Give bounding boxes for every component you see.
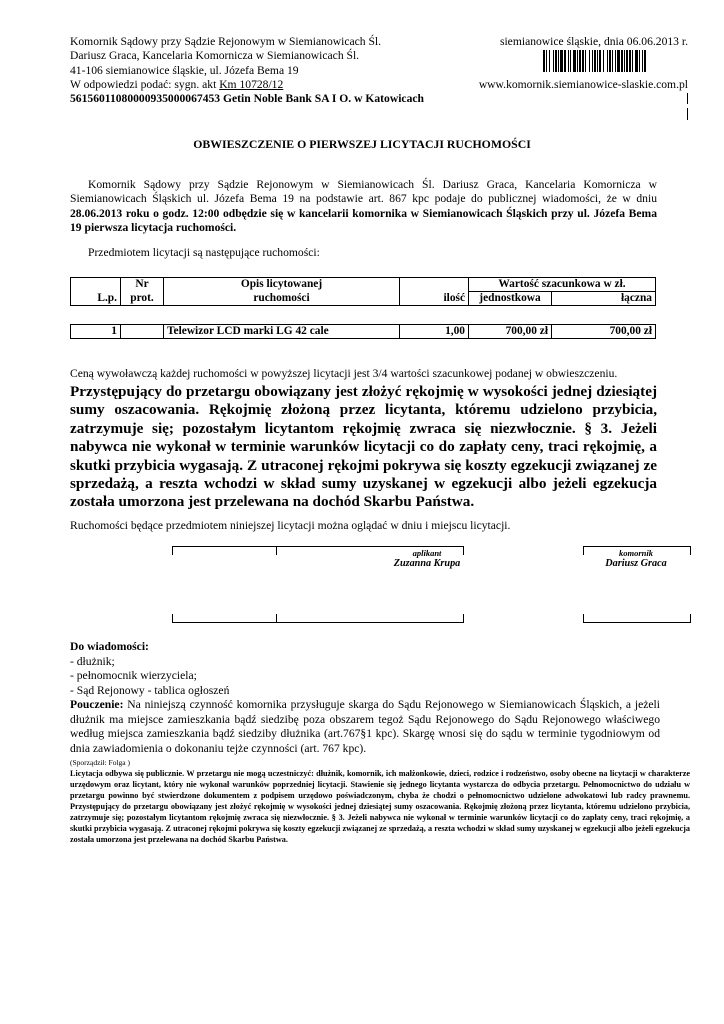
instruction-label: Pouczenie:	[70, 698, 124, 711]
bank-account: 56156011080000935000067453 Getin Noble Bank SA I O. w Katowicach	[70, 92, 424, 106]
distribution-item: - Sąd Rejonowy - tablica ogłoszeń	[70, 683, 230, 697]
instruction-text: Na niniejszą czynność komornika przysługuje skarga do Sądu Rejonowego w Siemianowicach Śląskich, a jeżeli dłużnik ma miejsce zamieszkania bądź siedzibę poza obszarem tegoż Sądu Rejonowego do Sądu Rejonowego właściwego według miejsca zamieszkania bądź siedziby dłużnika (art.767§1 kpc). Skargę wnosi się do sądu w terminie tygodniowym od dnia zawiadomienia o dokonaniu tejże czynności (art. 767 kpc).	[70, 698, 660, 755]
col-qty: ilość	[400, 292, 469, 306]
case-reference	[70, 78, 424, 92]
col-nr-bottom: prot.	[121, 292, 164, 306]
document-title: OBWIESZCZENIE O PIERWSZEJ LICYTACJI RUCHOMOŚCI	[193, 137, 531, 151]
fine-print: Licytacja odbywa się publicznie. W przetargu nie mogą uczestniczyć: dłużnik, komornik, ich małżonkowie, dzieci, rodzice i rodzeństwo, osoby obecne na licytacji w charakterze urzędowym oraz licytant, który nie wykonał warunków poprzedniej licytacji. Stawienie się jednego licytanta wystarcza do odbycia przetargu. Pełnomocnictwo do udziału w przetargu powinno być stwierdzone dokumentem z podpisem urzędowo poświadczonym, chyba że chodzi o pełnomocnictwo udzielone adwokatowi lub radcy prawnemu. Przystępujący do przetargu obowiązany jest złożyć rękojmię w wysokości jednej dziesiątej sumy oszacowania. Rękojmię złożoną przez licytanta, któremu udzielono przybicia, zatrzymuje się; pozostałym licytantom rękojmię zwraca się niezwłocznie. § 3. Jeżeli nabywca nie wykonał w terminie warunków licytacji co do zapłaty ceny, traci rękojmię, a skutki przybicia wygasają. Z utraconej rękojmi pokrywa się koszty egzekucji związanej ze sprzedażą, a reszta wchodzi w skład sumy uzyskanej w egzekucji albo jeżeli egzekucja została umorzona jest przelewana na dochód Skarbu Państwa.	[70, 769, 690, 844]
sender-line-2: Dariusz Graca, Kancelaria Komornicza w Siemianowicach Śl.	[70, 49, 360, 63]
sig-frame	[172, 614, 277, 623]
sig-frame	[276, 614, 464, 623]
col-total-value: łączna	[552, 292, 656, 306]
items-table-body	[70, 324, 656, 339]
signature-box-right	[583, 546, 689, 622]
row-nr	[121, 325, 164, 339]
applicant-name: Zuzanna Krupa	[393, 558, 461, 569]
price-note: Ceną wywoławczą każdej ruchomości w powyższej licytacji jest 3/4 wartości szacunkowej podanej w obwieszczeniu.	[70, 367, 618, 380]
distribution-list	[70, 640, 657, 698]
col-nr-top: Nr	[121, 278, 164, 292]
table-row	[71, 325, 656, 339]
col-desc-bottom: ruchomości	[164, 292, 400, 306]
viewing-note: Ruchomości będące przedmiotem niniejszej licytacji można oglądać w dniu i miejscu licytacji.	[70, 519, 511, 532]
applicant-label: aplikant	[412, 548, 442, 558]
bailiff-signature	[583, 548, 689, 570]
signature-box-left	[172, 546, 462, 622]
prepared-by: (Sporządził: Folga )	[70, 758, 130, 767]
row-description: Telewizor LCD marki LG 42 cale	[164, 325, 400, 339]
bailiff-name: Dariusz Graca	[605, 558, 667, 569]
distribution-title: Do wiadomości:	[70, 640, 149, 653]
sender-line-1: Komornik Sądowy przy Sądzie Rejonowym w Siemianowicach Śl.	[70, 35, 382, 48]
col-lp: L.p.	[71, 292, 121, 306]
sender-block	[70, 35, 424, 106]
row-lp: 1	[71, 325, 121, 339]
sig-frame	[172, 546, 277, 555]
items-intro: Przedmiotem licytacji są następujące ruchomości:	[88, 246, 320, 259]
barcode-bar	[646, 50, 647, 72]
row-unit-value: 700,00 zł	[469, 325, 552, 339]
col-unit-value: jednostkowa	[469, 292, 552, 306]
place-date: siemianowice śląskie, dnia 06.06.2013 r.	[499, 35, 688, 48]
distribution-item: - pełnomocnik wierzyciela;	[70, 669, 197, 683]
bailiff-label: komornik	[618, 548, 653, 558]
barcode-image	[543, 50, 687, 72]
auction-date-text: 28.06.2013 roku o godz. 12:00 odbędzie się w kancelarii komornika w Siemianowicach Śląskich przy ul. Józefa Bema 19 pierwsza licytacja ruchomości.	[70, 206, 657, 235]
website-link[interactable]: www.komornik.siemianowice-slaskie.com.pl	[478, 78, 688, 91]
row-total-value: 700,00 zł	[552, 325, 656, 339]
case-number: Km 10728/12	[219, 77, 284, 91]
applicant-signature	[367, 548, 487, 570]
intro-paragraph	[70, 178, 657, 236]
items-table-header	[70, 277, 656, 306]
sig-frame	[583, 614, 691, 623]
case-reference-prefix: W odpowiedzi podać: sygn. akt	[70, 77, 220, 91]
intro-text: Komornik Sądowy przy Sądzie Rejonowym w Siemianowicach Śl. Dariusz Graca, Kancelaria Komornicza w Siemianowicach Śląskich ul. Józefa Bema 19 na podstawie art. 867 kpc podaje do publicznej wiadomości, że w dniu	[70, 178, 657, 206]
col-value-group: Wartość szacunkowa w zł.	[469, 278, 656, 292]
row-qty: 1,00	[400, 325, 469, 339]
instruction-paragraph	[70, 698, 660, 756]
margin-mark	[687, 93, 688, 104]
deposit-conditions: Przystępujący do przetargu obowiązany jest złożyć rękojmię w wysokości jednej dziesiątej sumy oszacowania. Rękojmię złożoną przez licytanta, któremu udzielono przybicia, zatrzymuje się; pozostałym licytantom rękojmię zwraca się niezwłocznie. § 3. Jeżeli nabywca nie wykonał w terminie warunków licytacji co do zapłaty ceny, traci rękojmię, a skutki przybicia wygasają. Z utraconej rękojmi pokrywa się koszty egzekucji związanej ze sprzedażą, a reszta wchodzi w skład sumy uzyskanej w egzekucji albo jeżeli egzekucja została umorzona jest przelewana na dochód Skarbu Państwa.	[70, 383, 657, 511]
col-desc-top: Opis licytowanej	[164, 278, 400, 292]
margin-mark	[687, 108, 688, 120]
sender-line-3: 41-106 siemianowice śląskie, ul. Józefa Bema 19	[70, 63, 299, 77]
distribution-item: - dłużnik;	[70, 654, 115, 668]
